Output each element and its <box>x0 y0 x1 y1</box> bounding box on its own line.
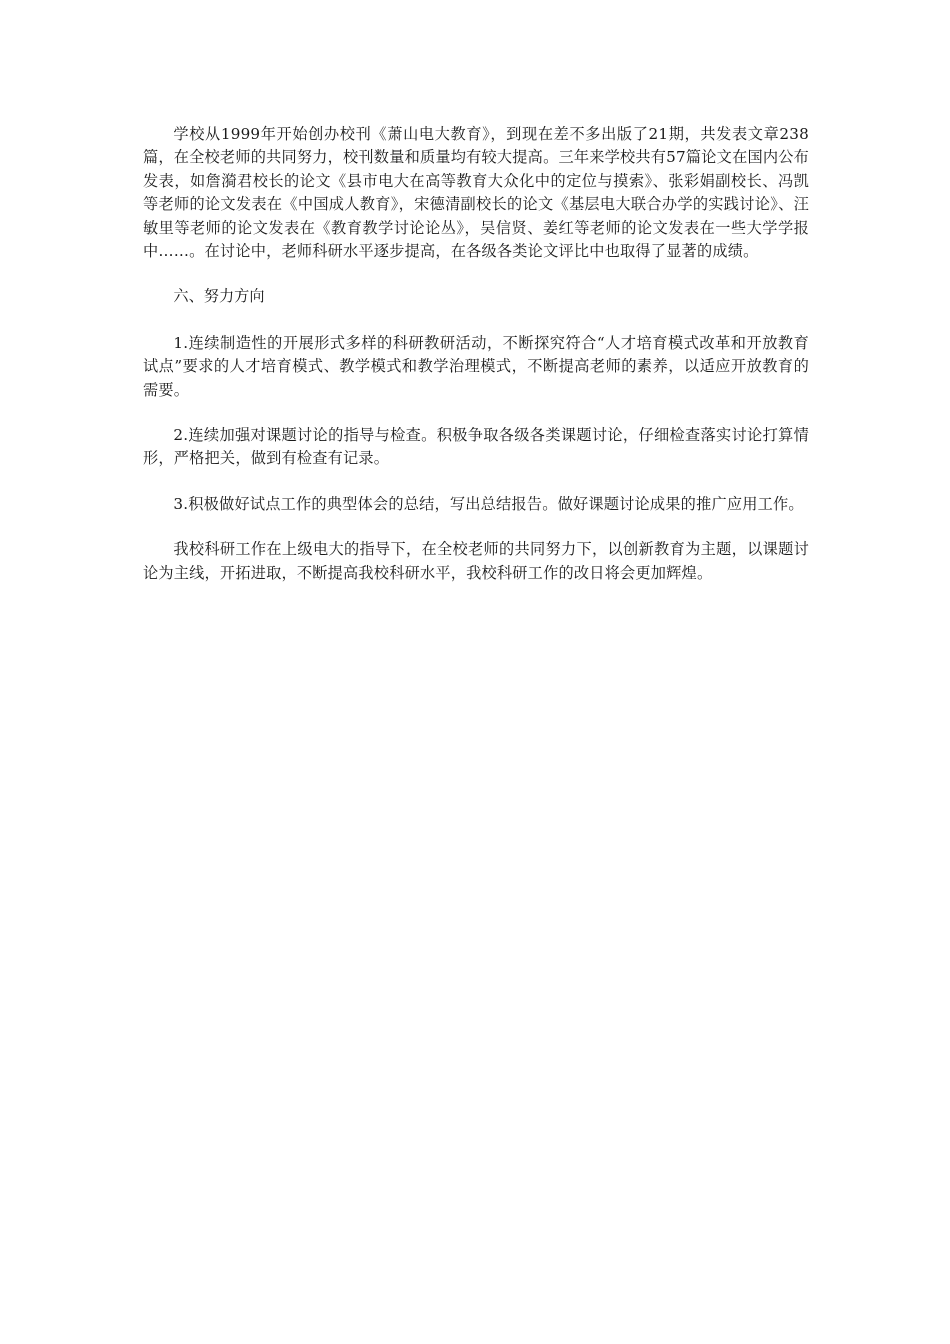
document-page <box>143 123 809 607</box>
list-item-2: 2.连续加强对课题讨论的指导与检查。积极争取各级各类课题讨论，仔细检查落实讨论打算情形，严格把关，做到有检查有记录。 <box>143 426 809 468</box>
paragraph-publications: 学校从1999年开始创办校刊《萧山电大教育》，到现在差不多出版了21期，共发表文章238篇，在全校老师的共同努力，校刊数量和质量均有较大提高。三年来学校共有57篇论文在国内公布发表，如詹漪君校长的论文《县市电大在高等教育大众化中的定位与摸索》、张彩娟副校长、冯凯等老师的论文发表在《中国成人教育》，宋德清副校长的论文《基层电大联合办学的实践讨论》、汪敏里等老师的论文发表在《教育教学讨论论丛》，吴信贤、姜红等老师的论文发表在一些大学学报中……。在讨论中，老师科研水平逐步提高，在各级各类论文评比中也取得了显著的成绩。 <box>143 125 810 261</box>
section-heading: 六、努力方向 <box>173 287 265 306</box>
closing-paragraph: 我校科研工作在上级电大的指导下，在全校老师的共同努力下，以创新教育为主题，以课题讨论为主线，开拓进取，不断提高我校科研水平，我校科研工作的改日将会更加辉煌。 <box>143 540 809 582</box>
list-item-3: 3.积极做好试点工作的典型体会的总结，写出总结报告。做好课题讨论成果的推广应用工作。 <box>173 494 804 513</box>
list-item-1: 1.连续制造性的开展形式多样的科研教研活动，不断探究符合“人才培育模式改革和开放教育试点”要求的人才培育模式、教学模式和教学治理模式，不断提高老师的素养，以适应开放教育的需要。 <box>143 333 809 399</box>
